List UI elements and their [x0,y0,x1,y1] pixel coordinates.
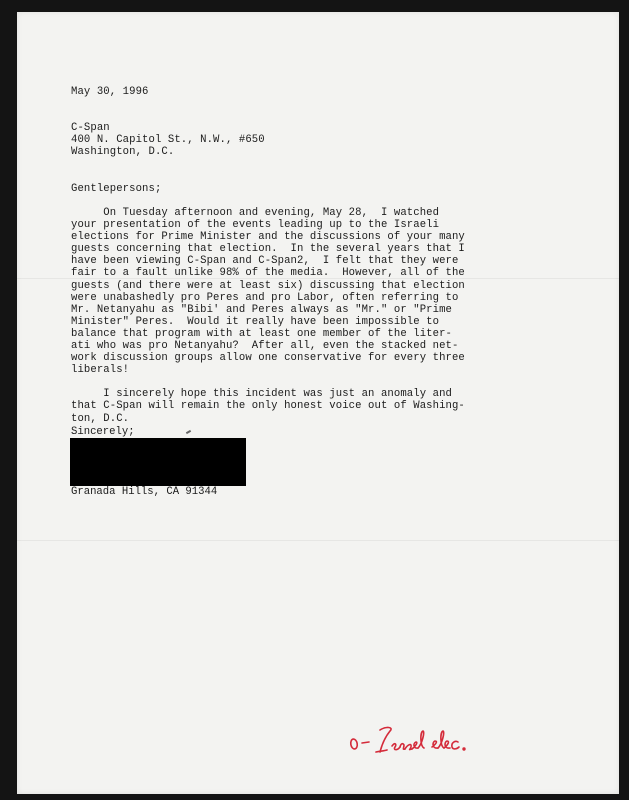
paragraph-line: On Tuesday afternoon and evening, May 28, I watched [71,206,440,219]
closing: Sincerely; [71,426,135,438]
paragraph-line: that C-Span will remain the only honest voice out of Washing- [71,400,465,413]
paragraph-line: Mr. Netanyahu as "Bibi' and Peres always as "Mr." or "Prime [71,303,452,316]
paragraph-line: ton, D.C. [71,412,130,425]
handwritten-annotation [346,722,526,758]
salutation: Gentlepersons; [71,182,162,195]
paragraph-line: your presentation of the events leading up to the Israeli [71,219,440,232]
paragraph-line: have been viewing C-Span and C-Span2, I felt that they were [71,255,459,268]
letter-body [71,86,541,425]
redaction-block [70,438,246,486]
handwriting-icon [350,727,465,752]
sender-city: Granada Hills, CA 91344 [71,486,218,498]
handwritten-text: 0 - Israel elec. [346,722,352,723]
paragraph-1 [71,207,541,376]
recipient-street: 400 N. Capitol St., N.W., #650 [71,134,265,147]
paragraph-line: Minister" Peres. Would it really have been impossible to [71,315,440,328]
paragraph-line: guests (and there were at least six) discussing that election [71,279,465,292]
paragraph-line: elections for Prime Minister and the discussions of your many [71,231,465,244]
paragraph-line: fair to a fault unlike 98% of the media. However, all of the [71,267,465,280]
recipient-city: Washington, D.C. [71,146,175,159]
paragraph-line: I sincerely hope this incident was just an anomaly and [71,388,452,401]
letter-date: May 30, 1996 [71,86,149,98]
paragraph-line: guests concerning that election. In the several years that I [71,243,465,256]
paragraph-line: balance that program with at least one member of the liter- [71,327,452,340]
paper-fold-line [17,540,619,541]
paragraph-line: work discussion groups allow one conservative for every three [71,352,465,365]
paragraph-line: liberals! [71,364,130,377]
recipient-name: C-Span [71,122,110,135]
paragraph-2 [71,388,541,424]
paragraph-line: ati who was pro Netanyahu? After all, even the stacked net- [71,339,459,352]
paragraph-line: were unabashedly pro Peres and pro Labor, often referring to [71,291,459,304]
